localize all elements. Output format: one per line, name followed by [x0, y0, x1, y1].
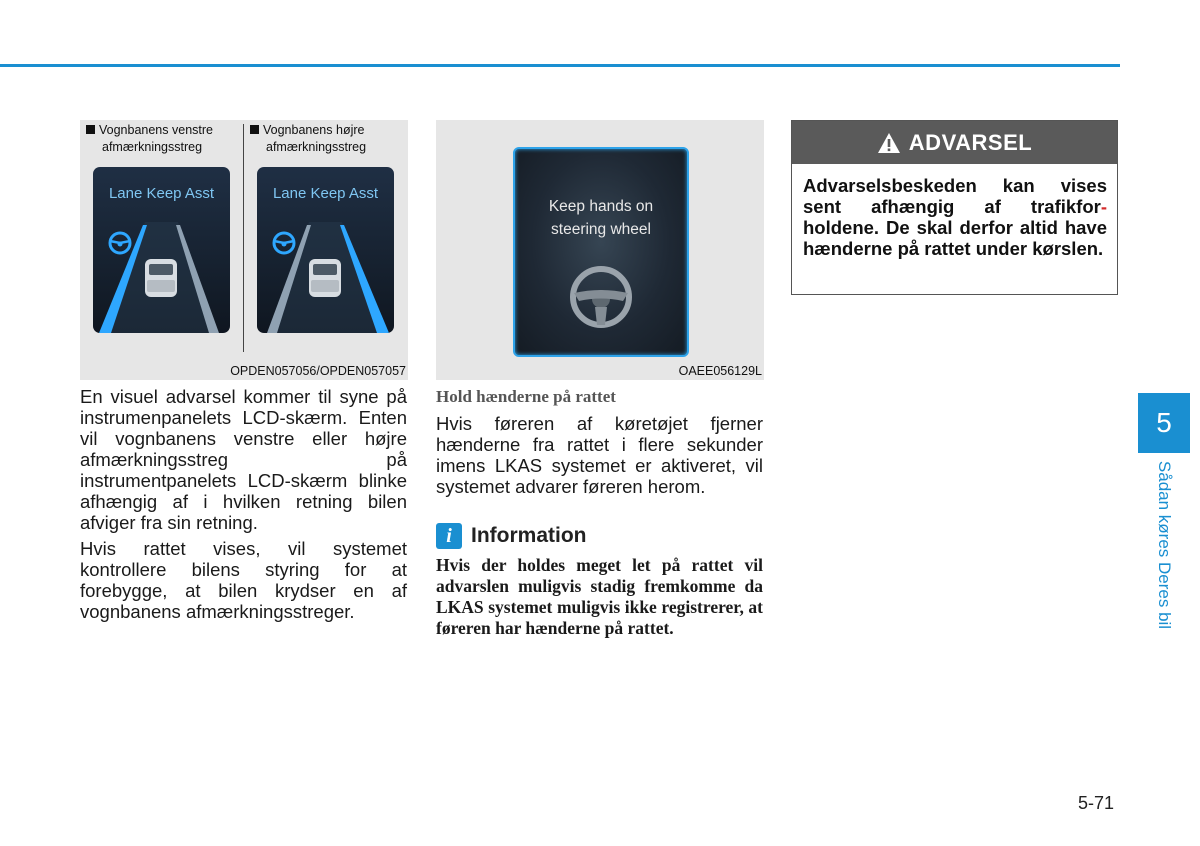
lcd-screen-left-lane — [93, 167, 230, 333]
paragraph-hands-on-wheel: Hvis føreren af køretøjet fjerner hænderne fra rattet i flere sekunder imens LKAS systemet er aktiveret, vil systemet advarer føreren herom. — [436, 413, 763, 497]
line-break-hyphen: - — [1100, 196, 1107, 217]
paragraph-visual-warning: En visuel advarsel kommer til syne på instrumenpanelets LCD-skærm. Enten vil vognbanens venstre eller højre afmærkningsstreg på instrumentpanelets LCD-skærm blinke afhængig af i hvilken retning bilen afviger fra sin retning. — [80, 386, 407, 533]
square-bullet-icon — [86, 125, 95, 134]
lane-graphic-right — [257, 167, 394, 333]
chapter-tab: 5 — [1138, 393, 1190, 453]
lcd-screen-right-lane — [257, 167, 394, 333]
screen-message-line1: Keep hands on — [548, 198, 654, 215]
body-column-2 — [436, 386, 763, 497]
warning-title: ADVARSEL — [908, 129, 1033, 155]
screen-message-line2: steering wheel — [551, 221, 651, 238]
screen-title: Lane Keep Asst — [272, 185, 379, 202]
right-lane-caption-line2: afmærkningsstreg — [266, 140, 367, 154]
left-lane-caption-line2: afmærkningsstreg — [102, 140, 203, 154]
paragraph-steering: Hvis rattet vises, vil systemet kontrollere bilens styring for at forebygge, at bilen krydser en af vognbanens afmærkningsstreger. — [80, 538, 407, 622]
top-rule — [0, 64, 1120, 67]
hands-off-figure — [436, 120, 764, 380]
info-header — [436, 523, 587, 549]
lane-warning-figure — [80, 120, 408, 380]
info-title: Information — [471, 524, 587, 547]
info-text: Hvis der holdes meget let på rattet vil advarslen muligvis stadig fremkomme da LKAS systemet muligvis ikke registrerer, at føreren har hænderne på rattet. — [436, 555, 763, 638]
warning-header — [792, 121, 1117, 164]
lane-graphic-left — [93, 167, 230, 333]
lcd-screen-hands-off — [513, 147, 689, 357]
section-subheading: Hold hænderne på rattet — [436, 387, 616, 406]
warning-triangle-icon — [877, 132, 901, 154]
figure-code: OPDEN057056/OPDEN057057 — [230, 364, 406, 378]
warning-box — [791, 120, 1118, 295]
steering-wheel-icon — [110, 233, 130, 253]
steering-wheel-icon — [565, 261, 637, 333]
left-lane-caption: Vognbanens venstre afmærkningsstreg — [86, 122, 213, 156]
chapter-label: Sådan køres Deres bil — [1155, 460, 1174, 630]
figure-divider — [243, 124, 244, 352]
info-icon: i — [436, 523, 462, 549]
steering-wheel-icon — [274, 233, 294, 253]
screen-title: Lane Keep Asst — [108, 185, 215, 202]
page-number: 5-71 — [1078, 793, 1115, 813]
body-column-1 — [80, 386, 407, 627]
screen-message — [515, 195, 687, 241]
figure-code: OAEE056129L — [678, 364, 762, 378]
square-bullet-icon — [250, 125, 259, 134]
right-lane-caption: Vognbanens højre afmærkningsstreg — [250, 122, 366, 156]
car-icon — [309, 259, 341, 297]
warning-text: Advarselsbeskeden kan vises sent afhængig af trafikfor-holdene. De skal derfor altid have hænderne på rattet under kørslen. — [803, 175, 1107, 259]
car-icon — [145, 259, 177, 297]
